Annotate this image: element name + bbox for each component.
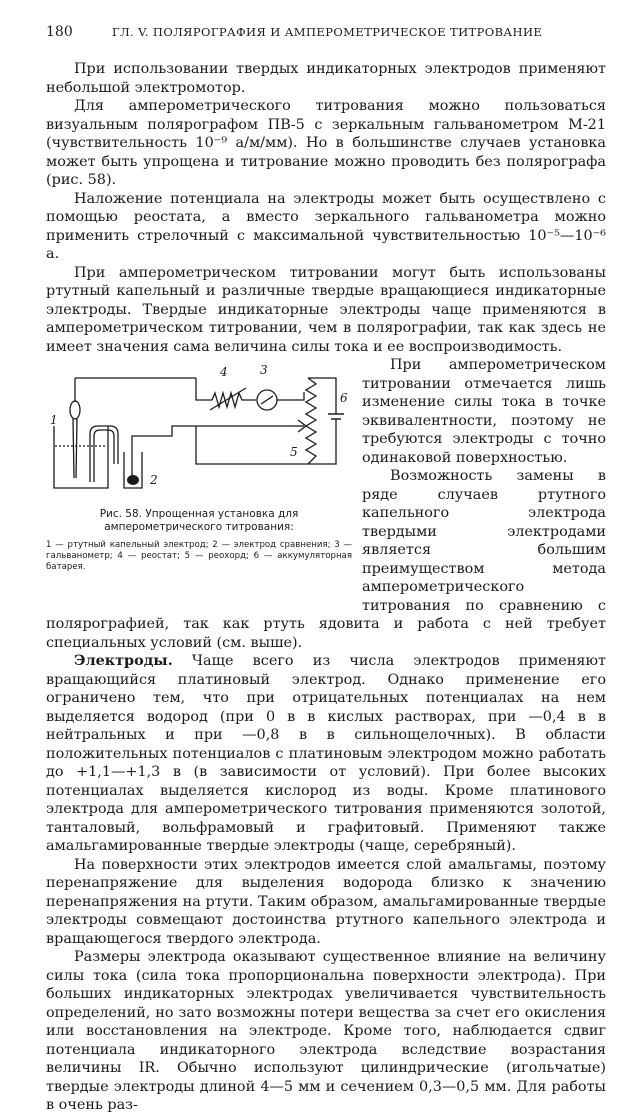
label-3: 3 [260, 363, 268, 377]
page-body [46, 60, 606, 1115]
page-number: 180 [46, 24, 73, 40]
figure-caption-legend: 1 — ртутный капельный электрод; 2 — электрод сравнения; 3 — гальванометр; 4 — реостат; 5 — реохорд; 6 — аккумуляторная батарея. [46, 540, 352, 572]
rheostat [196, 378, 256, 407]
electrodes-text: Чаще всего из числа электродов применяют вращающийся платиновый электрод. Однако применение его ограничено тем, что при отрицательных потенциалах на нем выделяется водород (при 0 в в кислых растворах, при —0,4 в в нейтральных и при —0,8 в в сильнощелочных). В области положительных потенциалов с платиновым электродом можно работать до +1,1—+1,3 в (в зависимости от условий). При более высоких потенциалах выделяется кислород из воды. Кроме платинового электрода для амперометрического титрования применяются золотой, танталовый, вольфрамовый и графитовый. Применяют также амальгамированные твердые электроды (чаще, серебряный). [46, 653, 606, 854]
capillary [73, 419, 77, 478]
reference-electrode-body [127, 475, 139, 485]
paragraph-amalgam: На поверхности этих электродов имеется слой амальгамы, поэтому перенапряжение для выделения водорода близко к значению перенапряжения на ртути. Таким образом, амальгамированные твердые электроды совмещают достоинства ртутного капельного электрода и вращающегося твердого электрода. [46, 856, 606, 947]
mercury-reservoir [70, 401, 80, 419]
label-2: 2 [150, 473, 158, 487]
paragraph-polarograph: Для амперометрического титрования можно пользоваться визуальным полярографом ПВ-5 с зеркальным гальванометром М-21 (чувствительность 10⁻⁹ а/м/мм). Но в большинстве случаев установка может быть упрощена и титрование можно проводить без полярографа (рис. 58). [46, 98, 606, 188]
label-4: 4 [220, 365, 228, 379]
paragraph-equivalence: При амперометрическом титровании отмечается лишь изменение силы тока в точке эквивалентности, поэтому не требуются электроды с точно одинаковой поверхностью. [362, 357, 606, 466]
paragraph-electrodes [46, 652, 606, 856]
battery [328, 414, 344, 419]
label-1: 1 [50, 413, 58, 427]
paragraph-replacement: Возможность замены в ряде случаев ртутного капельного электрода твердыми электродами является большим преимуществом метода амперометрического титрования по сравнению с полярографией, так как ртуть ядовита и работа с ней требует специальных условий (см. выше). [46, 468, 606, 651]
beaker [54, 426, 108, 488]
running-head: ГЛ. V. ПОЛЯРОГРАФИЯ И АМПЕРОМЕТРИЧЕСКОЕ ТИТРОВАНИЕ [112, 25, 543, 39]
paragraph-electrode-types-text: При амперометрическом титровании могут быть использованы ртутный капельный и различные твердые вращающиеся индикаторные электроды. Твердые индикаторные электроды чаще применяются в амперометрическом титровании, чем в полярографии, так как здесь не имеет значения сама величина силы тока и ее воспроизводимость. [46, 264, 606, 355]
paragraph-rheostat: Наложение потенциала на электроды может быть осуществлено с помощью реостата, а вместо зеркального гальванометра можно применить стрелочный с максимальной чувствительностью 10⁻⁵—10⁻⁶ а. [46, 190, 606, 262]
figure-58 [46, 360, 352, 596]
section-heading-electrodes: Электроды. [74, 652, 173, 669]
paragraph-electrode-types [46, 264, 606, 357]
circuit-diagram [46, 360, 352, 510]
page-header [46, 24, 606, 44]
paragraph-electrode-size: Размеры электрода оказывают существенное влияние на величину силы тока (сила тока пропорциональна поверхности электрода). При больших индикаторных электродах увеличивается чувствительность определений, но зато возможны потери вещества за счет его окисления или восстановления на электроде. Кроме того, наблюдается сдвиг потенциала индикаторного электрода вследствие возрастания величины IR. Обычно используют цилиндрические (игольчатые) твердые электроды длиной 4—5 мм и сечением 0,3—0,5 мм. Для работы в очень раз- [46, 949, 606, 1113]
paragraph-electromotor: При использовании твердых индикаторных электродов применяют небольшой электромотор. [46, 61, 606, 96]
figure-caption-title: Рис. 58. Упрощенная установка для амперометрического титрования: [99, 508, 299, 533]
label-5: 5 [290, 445, 298, 459]
slidewire [306, 378, 316, 464]
label-6: 6 [340, 391, 348, 405]
